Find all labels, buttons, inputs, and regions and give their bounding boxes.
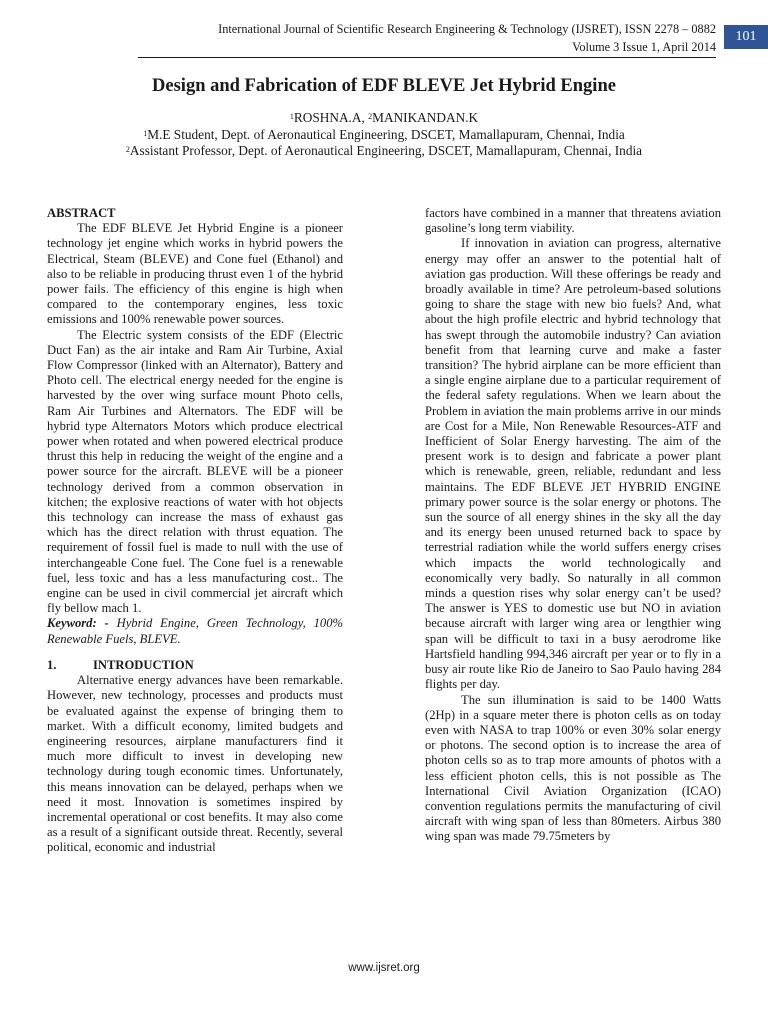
footer-url: www.ijsret.org — [348, 962, 420, 974]
abstract-heading: ABSTRACT — [47, 206, 116, 220]
volume-issue: Volume 3 Issue 1, April 2014 — [572, 40, 716, 54]
journal-header: International Journal of Scientific Research Engineering & Technology (IJSRET), ISSN 2278 – 0882 — [218, 22, 716, 36]
right-paragraph-2: If innovation in aviation can progress, alternative energy may offer an answer to the potential halt of aviation gas production. Will these offerings be ready and broadly available in time? Are petroleum-based solutions going to share the stage with new bio fuels? And, what about the high profile electric and hybrid technology that has swept through the automobile industry? Can aviation benefit from that learning curve and make a faster transition? The hybrid airplane can be more efficient than a single engine airplane due to a particular requirement of the federal safety regulations. When we learn about the Problem in aviation the main problems arrive in our minds are Cost for a Mile, Non Renewable Resources-ATF and Inefficient of Solar Energy harvesting. The aim of the present work is to design and fabricate a power plant which is renewable, green, reliable, redundant and less maintains. The EDF BLEVE JET HYBRID ENGINE primary power source is the solar energy or photons. The sun the source of all energy shines in the sky all the day and its energy been unused returned back to space by terrestrial radiation while the world suffers energy crises which impacts the world technologically and economically very badly. So naturally in all common minds a question rises why solar energy can’t be used? The answer is YES to domestic use but NO in aviation because aircraft with larger wing area or lengthier wing span will be difficult to taxi in a busy aerodrome like Hartsfield handling 994,346 aircraft per year or to fly in a busy air route like Rio de Janeiro to Sao Paulo having 284 flights per day. — [425, 236, 721, 692]
affiliation-1: $^1$M.E Student, Dept. of Aeronautical Engineering, DSCET, Mamallapuram, Chennai, India — [143, 126, 625, 142]
author-names: $^1$ROSHNA.A, $^2$MANIKANDAN.K — [289, 110, 479, 125]
left-column — [47, 206, 343, 856]
intro-paragraph-1: Alternative energy advances have been remarkable. However, new technology, processes and products must be evaluated against the expense of bringing them to market. With a difficult economy, limited budgets and engineering resources, airplane manufacturers find it much more difficult to invest in developing new technology during tough economic times. Unfortunately, this means innovation can be delayed, perhaps when we need it most. Innovation is sometimes inspired by incremental operational or cost benefits. It may also come as a result of a significant outside threat. Recently, several political, economic and industrial — [47, 673, 343, 855]
author-block — [0, 110, 768, 160]
keyword-label: Keyword: - — [47, 616, 109, 631]
page-number-tab: 101 — [724, 25, 768, 49]
header-rule — [138, 57, 716, 58]
right-paragraph-1: factors have combined in a manner that threatens aviation gasoline’s long term viability. — [425, 206, 721, 236]
paper-title: Design and Fabrication of EDF BLEVE Jet Hybrid Engine — [152, 76, 616, 96]
affiliation-2: $^2$Assistant Professor, Dept. of Aeronautical Engineering, DSCET, Mamallapuram, Chennai, India — [125, 143, 643, 158]
abstract-paragraph-1: The EDF BLEVE Jet Hybrid Engine is a pioneer technology jet engine which works in hybrid powers the Electrical, Steam (BLEVE) and Cone fuel (Ethanol) and also to be reliable in producing thrust even 1 of the hybrid power fails. The efficiency of this engine is high when compared to the contemporary engines, less toxic emissions and 100% renewable power sources. — [47, 221, 343, 327]
right-paragraph-3: The sun illumination is said to be 1400 Watts (2Hp) in a square meter there is photon cells as on today even with NASA to trap 100% or even 30% solar energy or photons. The second option is to increase the area of photon cells so as to trap more amounts of photos with a less efficient photon cells, this is not possible as The International Civil Aviation Organization (ICAO) convention regulations permits the manufacturing of civil aircraft with wing span of less than 80meters. Airbus 380 wing span was made 79.75meters by — [425, 692, 721, 844]
abstract-paragraph-2: The Electric system consists of the EDF (Electric Duct Fan) as the air intake and Ram Air Turbine, Axial Flow Compressor (linked with an Alternator), Battery and Photo cell. The electrical energy needed for the engine is harvested by the over wing surface mount Photo cells, Ram Air Turbines and Alternators. The EDF will be hybrid type Alternators Motors which produce electrical power when rotated and when powered electrical produce thrust this help in reducing the weight of the engine and a power source for the aircraft. BLEVE will be a pioneer technology derived from a common observation in kitchen; the explosive reactions of water with hot objects this technology can increase the mass of exhaust gas which has the direct relation with thrust equation. The requirement of fossil fuel is made to null with the use of interchangeable Cone fuel. The Cone fuel is a renewable fuel, less toxic and has a less manufacturing cost.. The engine can be used in civil commercial jet aircraft which fly bellow mach 1. — [47, 327, 343, 616]
intro-heading: 1. INTRODUCTION — [47, 657, 194, 672]
keywords: Keyword: - Hybrid Engine, Green Technology, 100% Renewable Fuels, BLEVE. — [47, 616, 343, 646]
right-column — [425, 206, 721, 845]
